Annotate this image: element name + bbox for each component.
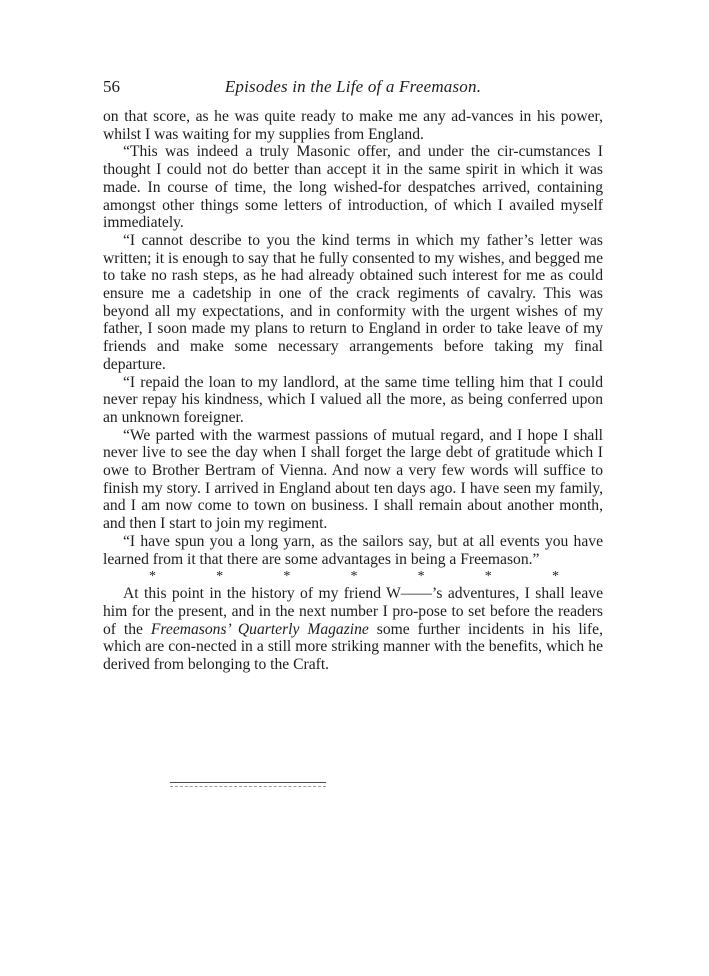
page-header xyxy=(103,78,603,100)
book-page xyxy=(103,78,603,674)
paragraph-3: “I cannot describe to you the kind terms in which my father’s letter was written; it is enough to say that he fully consented to my wishes, and begged me to take no rash steps, as he had already obtained such interest for me as could ensure me a cadetship in one of the crack regiments of cavalry. This was beyond all my expectations, and in conformity with the urgent wishes of my father, I soon made my plans to return to England in order to take leave of my friends and make some necessary arrangements before taking my final departure. xyxy=(103,231,603,373)
page-body xyxy=(103,108,603,674)
asterisk: * xyxy=(283,569,291,585)
asterisk: * xyxy=(551,569,559,585)
end-rule xyxy=(170,782,326,783)
paragraph-5: “We parted with the warmest passions of mutual regard, and I hope I shall never live to see the day when I shall forget the large debt of gratitude which I owe to Brother Bertram of Vienna. And now a very few words will suffice to finish my story. I arrived in England about ten days ago. I have seen my family, and I am now come to town on business. I shall remain about another month, and then I start to join my regiment. xyxy=(103,426,603,533)
running-title: Episodes in the Life of a Freemason. xyxy=(224,77,482,96)
end-rule-dashed xyxy=(170,786,326,787)
paragraph-final xyxy=(103,585,603,674)
paragraph-1: on that score, as he was quite ready to make me any ad-vances in his power, whilst I was waiting for my supplies from England. xyxy=(103,108,603,143)
magazine-title: Freemasons’ Quarterly Magazine xyxy=(150,620,369,638)
final-text-after: some further incidents in his life, which are con-nected in a still more striking manner with the benefits, which he derived from belonging to the Craft. xyxy=(103,620,604,674)
asterisk: * xyxy=(484,569,492,585)
paragraph-4: “I repaid the loan to my landlord, at the same time telling him that I could never repay his kindness, which I valued all the more, as being conferred upon an unknown foreigner. xyxy=(103,373,603,426)
final-text-before: At this point in the history of my friend W——’s adventures, I shall leave him for the present, and in the next number I pro-pose to set before the readers of the xyxy=(103,585,603,638)
asterisk: * xyxy=(417,569,425,585)
asterisk: * xyxy=(350,569,358,585)
asterisk: * xyxy=(216,569,224,585)
page-number: 56 xyxy=(103,77,120,96)
paragraph-2: “This was indeed a truly Masonic offer, and under the cir-cumstances I thought I could not do better than accept it in the same spirit in which it was made. In course of time, the long wished-for despatches arrived, containing amongst other things some letters of introduction, of which I availed myself immediately. xyxy=(103,143,603,232)
section-break-asterisks xyxy=(103,568,603,585)
asterisk: * xyxy=(149,569,156,585)
paragraph-6: “I have spun you a long yarn, as the sailors say, but at all events you have learned from it that there are some advantages in being a Freemason.” xyxy=(103,532,603,568)
